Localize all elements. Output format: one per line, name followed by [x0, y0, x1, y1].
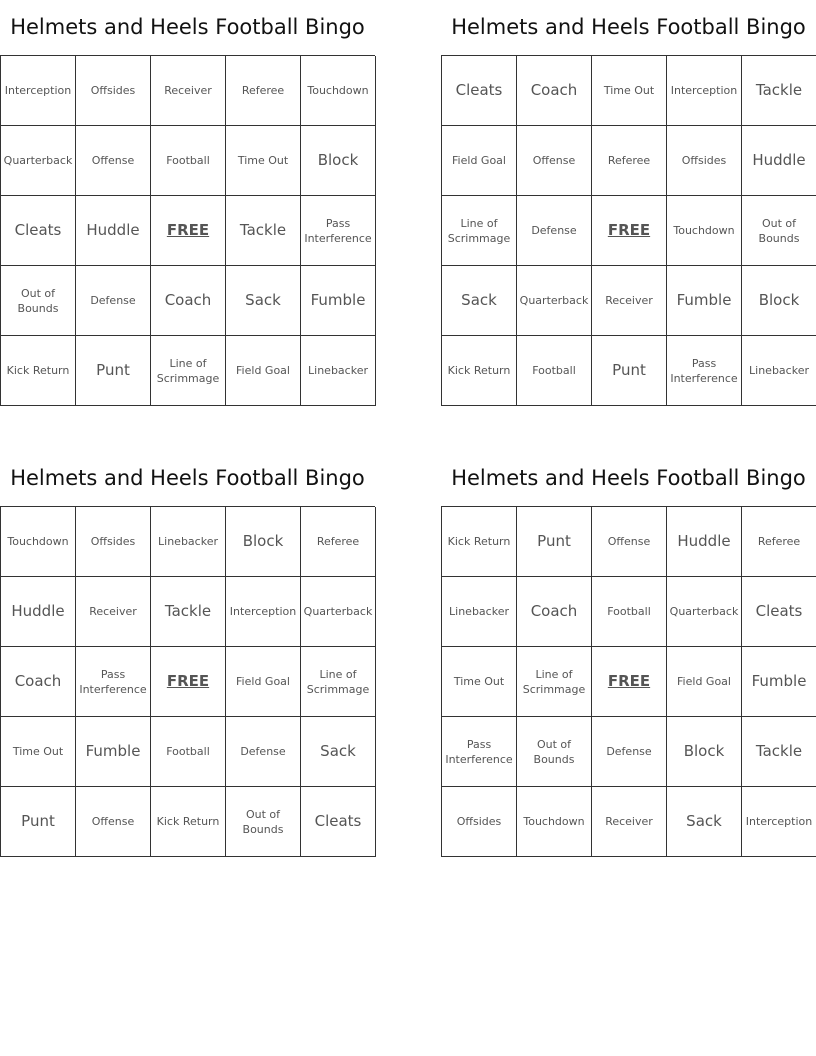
- bingo-cell: Tackle: [742, 56, 816, 126]
- bingo-cell: Kick Return: [442, 336, 517, 406]
- bingo-grid: [441, 506, 816, 857]
- bingo-cell: Football: [592, 577, 667, 647]
- bingo-cell: Offsides: [667, 126, 742, 196]
- bingo-cell: Quarterback: [1, 126, 76, 196]
- card-title: Helmets and Heels Football Bingo: [451, 466, 806, 490]
- bingo-cell: Line of Scrimmage: [301, 647, 376, 717]
- bingo-cell: Punt: [592, 336, 667, 406]
- bingo-cell: Huddle: [1, 577, 76, 647]
- bingo-cell: Block: [301, 126, 376, 196]
- bingo-cell: Huddle: [742, 126, 816, 196]
- card-title: Helmets and Heels Football Bingo: [10, 15, 365, 39]
- bingo-cell: Football: [517, 336, 592, 406]
- bingo-cell: Interception: [742, 787, 816, 857]
- bingo-cell: Football: [151, 126, 226, 196]
- card-title: Helmets and Heels Football Bingo: [10, 466, 365, 490]
- bingo-cell: Touchdown: [667, 196, 742, 266]
- bingo-cell: Linebacker: [442, 577, 517, 647]
- bingo-cell: Pass Interference: [76, 647, 151, 717]
- bingo-cell: Out of Bounds: [742, 196, 816, 266]
- bingo-cell: Receiver: [592, 266, 667, 336]
- bingo-cell: Fumble: [301, 266, 376, 336]
- bingo-cell: Time Out: [1, 717, 76, 787]
- bingo-grid: [0, 506, 375, 857]
- bingo-cell: Defense: [592, 717, 667, 787]
- bingo-cell: Linebacker: [301, 336, 376, 406]
- bingo-cell: Out of Bounds: [517, 717, 592, 787]
- bingo-cell: Field Goal: [226, 336, 301, 406]
- bingo-cell: Field Goal: [442, 126, 517, 196]
- bingo-cell: Football: [151, 717, 226, 787]
- bingo-cell: Linebacker: [151, 507, 226, 577]
- bingo-cell: Punt: [517, 507, 592, 577]
- bingo-cell: Huddle: [76, 196, 151, 266]
- bingo-cell: Coach: [151, 266, 226, 336]
- bingo-cell: Quarterback: [301, 577, 376, 647]
- bingo-card-3: [0, 451, 375, 857]
- bingo-cell: Defense: [76, 266, 151, 336]
- bingo-cell: Pass Interference: [667, 336, 742, 406]
- free-space: FREE: [151, 647, 226, 717]
- card-title: Helmets and Heels Football Bingo: [451, 15, 806, 39]
- free-space: FREE: [592, 196, 667, 266]
- bingo-cell: Touchdown: [517, 787, 592, 857]
- bingo-cell: Kick Return: [442, 507, 517, 577]
- bingo-cell: Tackle: [226, 196, 301, 266]
- bingo-cell: Sack: [667, 787, 742, 857]
- bingo-cell: Interception: [667, 56, 742, 126]
- bingo-cell: Time Out: [442, 647, 517, 717]
- bingo-card-4: [441, 451, 816, 857]
- bingo-cell: Field Goal: [226, 647, 301, 717]
- bingo-cell: Kick Return: [1, 336, 76, 406]
- bingo-cell: Pass Interference: [301, 196, 376, 266]
- free-space: FREE: [151, 196, 226, 266]
- bingo-cell: Touchdown: [1, 507, 76, 577]
- free-space: FREE: [592, 647, 667, 717]
- bingo-grid: [441, 55, 816, 406]
- bingo-cell: Line of Scrimmage: [442, 196, 517, 266]
- bingo-cell: Touchdown: [301, 56, 376, 126]
- bingo-cell: Block: [742, 266, 816, 336]
- bingo-cell: Punt: [76, 336, 151, 406]
- bingo-cell: Defense: [226, 717, 301, 787]
- bingo-cell: Time Out: [226, 126, 301, 196]
- bingo-cell: Coach: [517, 577, 592, 647]
- bingo-cell: Cleats: [1, 196, 76, 266]
- bingo-cell: Block: [667, 717, 742, 787]
- bingo-cell: Huddle: [667, 507, 742, 577]
- bingo-cell: Fumble: [76, 717, 151, 787]
- bingo-cell: Fumble: [742, 647, 816, 717]
- bingo-cell: Coach: [517, 56, 592, 126]
- bingo-card-1: [0, 0, 375, 406]
- bingo-cell: Offense: [592, 507, 667, 577]
- bingo-cell: Offense: [76, 126, 151, 196]
- bingo-cell: Field Goal: [667, 647, 742, 717]
- bingo-cell: Cleats: [301, 787, 376, 857]
- bingo-cell: Offsides: [76, 56, 151, 126]
- bingo-cell: Referee: [226, 56, 301, 126]
- bingo-cell: Tackle: [151, 577, 226, 647]
- bingo-cell: Receiver: [151, 56, 226, 126]
- bingo-cell: Tackle: [742, 717, 816, 787]
- bingo-cell: Referee: [301, 507, 376, 577]
- bingo-cell: Block: [226, 507, 301, 577]
- bingo-cell: Receiver: [76, 577, 151, 647]
- bingo-cell: Pass Interference: [442, 717, 517, 787]
- bingo-cell: Out of Bounds: [1, 266, 76, 336]
- bingo-cell: Line of Scrimmage: [517, 647, 592, 717]
- bingo-cell: Offense: [517, 126, 592, 196]
- bingo-cell: Cleats: [742, 577, 816, 647]
- bingo-cell: Line of Scrimmage: [151, 336, 226, 406]
- bingo-cell: Cleats: [442, 56, 517, 126]
- bingo-cell: Referee: [592, 126, 667, 196]
- bingo-cell: Quarterback: [517, 266, 592, 336]
- bingo-cell: Interception: [1, 56, 76, 126]
- bingo-cell: Sack: [301, 717, 376, 787]
- bingo-card-2: [441, 0, 816, 406]
- bingo-cell: Punt: [1, 787, 76, 857]
- bingo-cell: Receiver: [592, 787, 667, 857]
- bingo-cell: Time Out: [592, 56, 667, 126]
- bingo-cell: Referee: [742, 507, 816, 577]
- bingo-cell: Coach: [1, 647, 76, 717]
- bingo-cell: Offense: [76, 787, 151, 857]
- bingo-cell: Offsides: [442, 787, 517, 857]
- bingo-cell: Interception: [226, 577, 301, 647]
- bingo-grid: [0, 55, 375, 406]
- bingo-cell: Linebacker: [742, 336, 816, 406]
- bingo-cell: Out of Bounds: [226, 787, 301, 857]
- bingo-cell: Fumble: [667, 266, 742, 336]
- bingo-cell: Offsides: [76, 507, 151, 577]
- bingo-cell: Sack: [226, 266, 301, 336]
- bingo-cell: Kick Return: [151, 787, 226, 857]
- bingo-cell: Quarterback: [667, 577, 742, 647]
- bingo-cell: Defense: [517, 196, 592, 266]
- bingo-cell: Sack: [442, 266, 517, 336]
